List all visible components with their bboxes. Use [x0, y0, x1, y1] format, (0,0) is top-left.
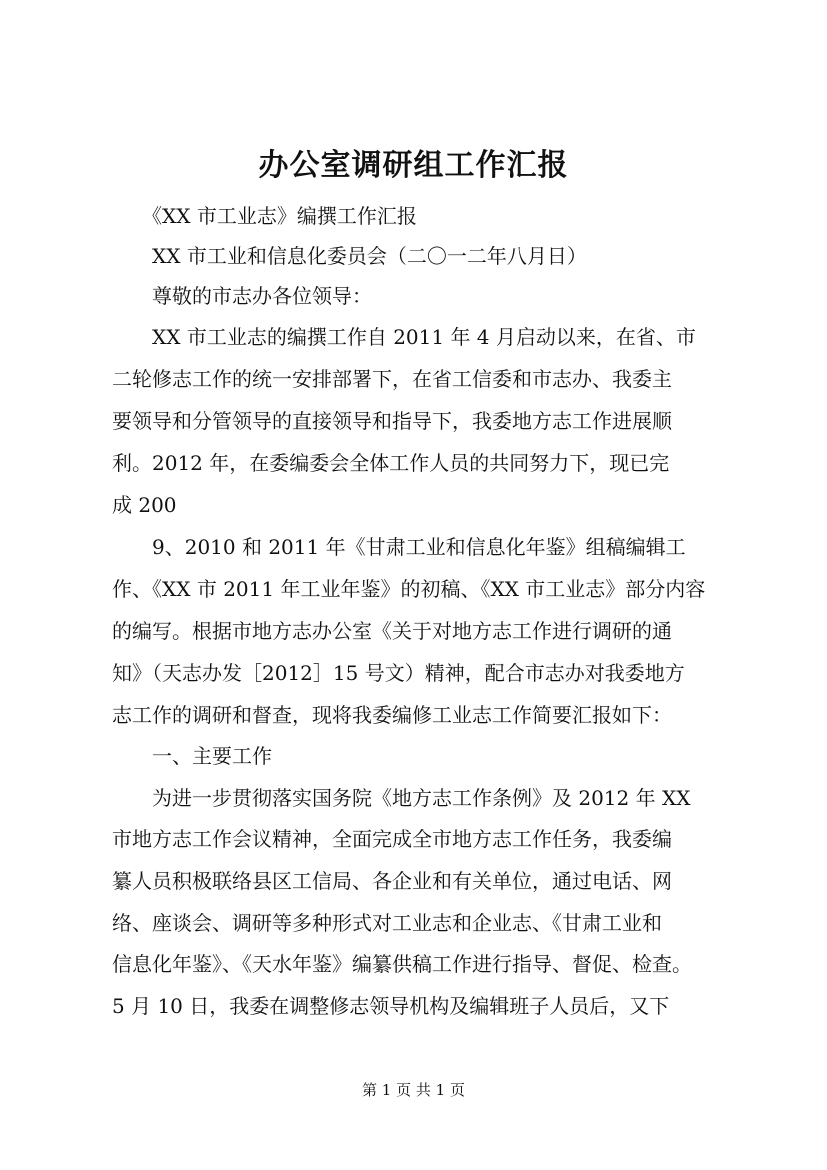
- body-line: 络、座谈会、调研等多种形式对工业志和企业志、《甘肃工业和: [112, 911, 662, 935]
- body-line: 市地方志工作会议精神，全面完成全市地方志工作任务，我委编: [112, 827, 672, 851]
- section-heading: 一、主要工作: [112, 744, 272, 768]
- body-line: 成 200: [112, 493, 177, 517]
- body-line: 作、《XX 市 2011 年工业年鉴》的初稿、《XX 市工业志》部分内容: [112, 577, 706, 601]
- body-line: 二轮修志工作的统一安排部署下，在省工信委和市志办、我委主: [112, 367, 672, 391]
- body-line: 尊敬的市志办各位领导：: [112, 284, 372, 308]
- body-line: XX 市工业和信息化委员会（二〇一二年八月日）: [112, 244, 587, 268]
- body-line: 5 月 10 日，我委在调整修志领导机构及编辑班子人员后，又下: [112, 994, 670, 1018]
- body-line: 《XX 市工业志》编撰工作汇报: [112, 204, 417, 228]
- body-line: XX 市工业志的编撰工作自 2011 年 4 月启动以来，在省、市: [112, 325, 696, 349]
- body-line: 利。2012 年，在委编委会全体工作人员的共同努力下，现已完: [112, 451, 670, 475]
- body-line: 9、2010 和 2011 年《甘肃工业和信息化年鉴》组稿编辑工: [112, 535, 686, 559]
- body-line: 志工作的调研和督查，现将我委编修工业志工作简要汇报如下：: [112, 703, 672, 727]
- page-footer: 第 1 页 共 1 页: [362, 1081, 465, 1099]
- body-line: 纂人员积极联络县区工信局、各企业和有关单位，通过电话、网: [112, 869, 672, 893]
- body-line: 为进一步贯彻落实国务院《地方志工作条例》及 2012 年 XX: [112, 786, 691, 810]
- body-line: 知》（天志办发［2012］15 号文）精神，配合市志办对我委地方: [112, 661, 685, 685]
- body-line: 要领导和分管领导的直接领导和指导下，我委地方志工作进展顺: [112, 409, 672, 433]
- document-title: 办公室调研组工作汇报: [258, 148, 569, 183]
- body-line: 信息化年鉴》、《天水年鉴》编纂供稿工作进行指导、督促、检查。: [112, 952, 692, 976]
- body-line: 的编写。根据市地方志办公室《关于对地方志工作进行调研的通: [112, 619, 672, 643]
